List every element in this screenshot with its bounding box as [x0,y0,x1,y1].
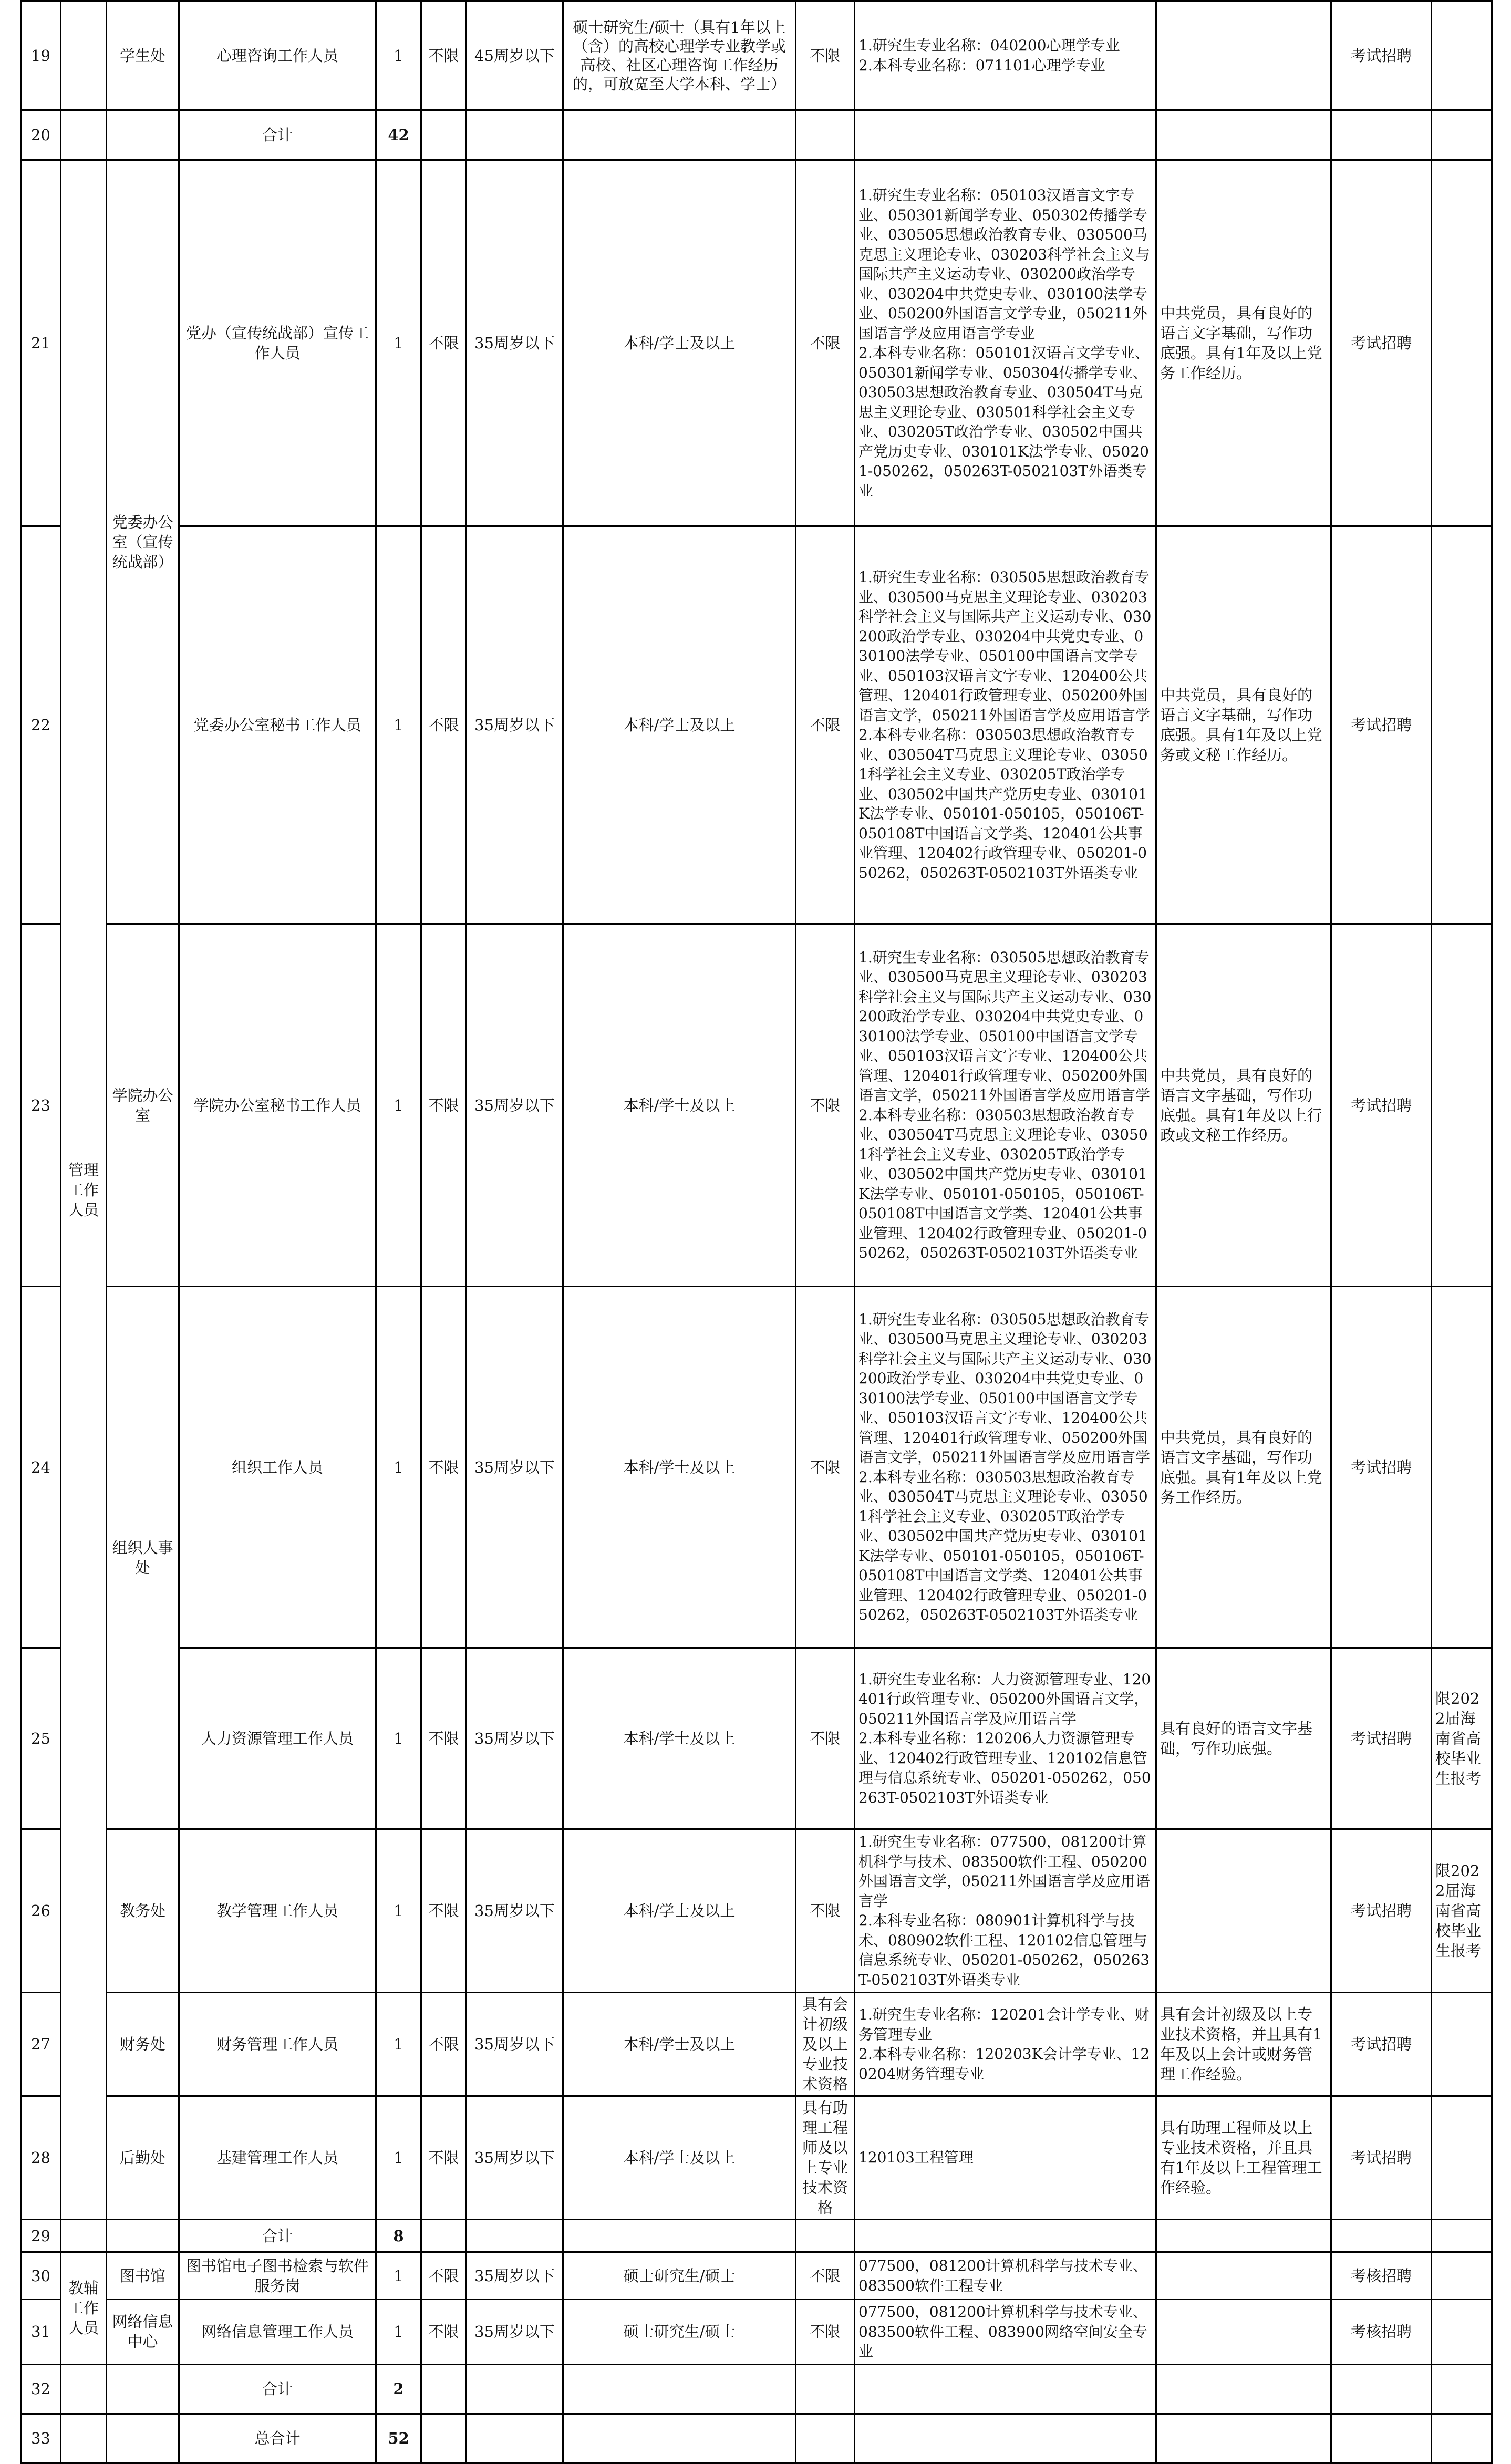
gender: 不限 [421,1,467,110]
post-name: 党办（宣传统战部）宣传工作人员 [179,160,376,526]
recruit-method: 考试招聘 [1331,1648,1432,1829]
department-cell: 后勤处 [107,2096,179,2220]
gender: 不限 [421,1287,467,1648]
department-cell: 网络信息中心 [107,2300,179,2365]
education: 本科/学士及以上 [563,924,796,1287]
row-number: 24 [21,1287,61,1648]
empty-cell [796,2364,855,2414]
empty-cell [563,2414,796,2463]
subtotal-row [21,110,1492,160]
note [1432,160,1492,526]
headcount: 1 [376,2096,421,2220]
major: 1.研究生专业名称：077500，081200计算机科学与技术、083500软件工程、050200外国语言文学，050211外国语言学及应用语言学 2.本科专业名称：080901计算机科学与技术、080902软件工程、120102信息管理与信息系统专业、050201-050262，050263T-0502103T外语类专业 [855,1829,1156,1993]
department-cell: 财务处 [107,1993,179,2096]
empty-cell [421,2364,467,2414]
total-row [21,2414,1492,2463]
row-number: 29 [21,2220,61,2252]
age-limit: 35周岁以下 [467,160,563,526]
age-limit: 35周岁以下 [467,526,563,924]
empty-cell [1432,110,1492,160]
gender: 不限 [421,160,467,526]
subtotal-label: 合计 [179,2220,376,2252]
other-requirements: 中共党员，具有良好的语言文字基础，写作功底强。具有1年及以上党务工作经历。 [1156,160,1331,526]
note [1432,526,1492,924]
note: 限2022届海南省高校毕业生报考 [1432,1829,1492,1993]
recruit-method: 考试招聘 [1331,1,1432,110]
table-row [21,1,1492,110]
empty-cell [563,2220,796,2252]
row-number: 28 [21,2096,61,2220]
title-requirement: 不限 [796,526,855,924]
recruit-method: 考试招聘 [1331,160,1432,526]
major: 1.研究生专业名称：人力资源管理专业、120401行政管理专业、050200外国语言文学，050211外国语言学及应用语言学 2.本科专业名称：120206人力资源管理专业、120402行政管理专业、120102信息管理与信息系统专业、050201-050262，050263T-0502103T外语类专业 [855,1648,1156,1829]
row-number: 30 [21,2252,61,2300]
headcount: 1 [376,1648,421,1829]
major: 077500，081200计算机科学与技术专业、083500软件工程、083900网络空间安全专业 [855,2300,1156,2365]
note [1432,1,1492,110]
other-requirements [1156,2252,1331,2300]
total-label: 总合计 [179,2414,376,2463]
row-number: 31 [21,2300,61,2365]
empty-cell [1331,2220,1432,2252]
table-row [21,1287,1492,1648]
department-cell [107,110,179,160]
other-requirements: 中共党员，具有良好的语言文字基础，写作功底强。具有1年及以上行政或文秘工作经历。 [1156,924,1331,1287]
note [1432,2252,1492,2300]
major: 1.研究生专业名称：050103汉语言文字专业、050301新闻学专业、050302传播学专业、030505思想政治教育专业、030500马克思主义理论专业、030203科学社会主义与国际共产主义运动专业、030200政治学专业、030204中共党史专业、030100法学专业、050200外国语言文学专业，050211外国语言学及应用语言学专业 2.本科专业名称：050101汉语言文学专业、050301新闻学专业、050304传播学专业、030503思想政治教育专业、030504T马克思主义理论专业、030501科学社会主义专业、030205T政治学专业、030502中国共产党历史专业、030101K法学专业、050201-050262，050263T-0502103T外语类专业 [855,160,1156,526]
note [1432,2096,1492,2220]
education: 本科/学士及以上 [563,160,796,526]
table-row [21,160,1492,526]
department-cell: 图书馆 [107,2252,179,2300]
recruit-method: 考核招聘 [1331,2252,1432,2300]
empty-cell [796,2220,855,2252]
category-cell [61,2220,107,2252]
age-limit: 35周岁以下 [467,924,563,1287]
education: 本科/学士及以上 [563,1287,796,1648]
title-requirement: 不限 [796,160,855,526]
headcount: 1 [376,1829,421,1993]
note [1432,2300,1492,2365]
empty-cell [467,110,563,160]
row-number: 19 [21,1,61,110]
empty-cell [1156,2414,1331,2463]
education: 本科/学士及以上 [563,526,796,924]
row-number: 22 [21,526,61,924]
other-requirements: 具有助理工程师及以上专业技术资格，并且具有1年及以上工程管理工作经验。 [1156,2096,1331,2220]
headcount: 1 [376,160,421,526]
major: 1.研究生专业名称：030505思想政治教育专业、030500马克思主义理论专业、030203科学社会主义与国际共产主义运动专业、030200政治学专业、030204中共党史专业、030100法学专业、050100中国语言文学专业、050103汉语言文字专业、120400公共管理、120401行政管理专业、050200外国语言文学，050211外国语言学及应用语言学 2.本科专业名称：030503思想政治教育专业、030504T马克思主义理论专业、030501科学社会主义专业、030205T政治学专业、030502中国共产党历史专业、030101K法学专业、050101-050105，050106T-050108T中国语言文学类、120401公共事业管理、120402行政管理专业、050201-050262，050263T-0502103T外语类专业 [855,924,1156,1287]
other-requirements: 具有良好的语言文字基础，写作功底强。 [1156,1648,1331,1829]
gender: 不限 [421,1829,467,1993]
headcount: 1 [376,1287,421,1648]
title-requirement: 具有会计初级及以上专业技术资格 [796,1993,855,2096]
title-requirement: 不限 [796,1648,855,1829]
other-requirements: 具有会计初级及以上专业技术资格，并且具有1年及以上会计或财务管理工作经验。 [1156,1993,1331,2096]
major: 077500，081200计算机科学与技术专业、083500软件工程专业 [855,2252,1156,2300]
headcount: 1 [376,1,421,110]
row-number: 32 [21,2364,61,2414]
empty-cell [1432,2414,1492,2463]
education: 硕士研究生/硕士 [563,2252,796,2300]
empty-cell [563,2364,796,2414]
table-row [21,1993,1492,2096]
empty-cell [855,2364,1156,2414]
headcount: 1 [376,2252,421,2300]
empty-cell [467,2220,563,2252]
department-cell: 教务处 [107,1829,179,1993]
title-requirement: 不限 [796,1829,855,1993]
row-number: 20 [21,110,61,160]
empty-cell [1432,2364,1492,2414]
recruit-method: 考试招聘 [1331,526,1432,924]
other-requirements [1156,1,1331,110]
department-party-office: 党委办公室（宣传统战部） [107,160,179,924]
empty-cell [855,2220,1156,2252]
title-requirement: 不限 [796,2252,855,2300]
other-requirements [1156,1829,1331,1993]
empty-cell [1331,110,1432,160]
subtotal-count: 2 [376,2364,421,2414]
department-cell [107,2414,179,2463]
recruit-method: 考试招聘 [1331,1993,1432,2096]
age-limit: 35周岁以下 [467,2252,563,2300]
department-cell [107,2364,179,2414]
department-cell: 学院办公室 [107,924,179,1287]
category-management: 管理工作人员 [61,160,107,2220]
empty-cell [1331,2414,1432,2463]
row-number: 23 [21,924,61,1287]
post-name: 基建管理工作人员 [179,2096,376,2220]
gender: 不限 [421,2096,467,2220]
table-row [21,1829,1492,1993]
post-name: 财务管理工作人员 [179,1993,376,2096]
category-auxiliary: 教辅工作人员 [61,2252,107,2365]
table-row [21,1648,1492,1829]
note [1432,924,1492,1287]
subtotal-row [21,2220,1492,2252]
category-cell [61,2414,107,2463]
headcount: 1 [376,526,421,924]
note: 限2022届海南省高校毕业生报考 [1432,1648,1492,1829]
title-requirement: 不限 [796,1287,855,1648]
table-row [21,526,1492,924]
category-cell [61,1,107,110]
department-cell [107,2220,179,2252]
empty-cell [855,2414,1156,2463]
age-limit: 45周岁以下 [467,1,563,110]
age-limit: 35周岁以下 [467,1287,563,1648]
table-row [21,2252,1492,2300]
recruit-method: 考试招聘 [1331,924,1432,1287]
education: 本科/学士及以上 [563,1993,796,2096]
row-number: 33 [21,2414,61,2463]
empty-cell [796,2414,855,2463]
other-requirements: 中共党员，具有良好的语言文字基础，写作功底强。具有1年及以上党务或文秘工作经历。 [1156,526,1331,924]
education: 硕士研究生/硕士（具有1年以上（含）的高校心理学专业教学或高校、社区心理咨询工作经历的，可放宽至大学本科、学士） [563,1,796,110]
subtotal-label: 合计 [179,2364,376,2414]
gender: 不限 [421,1648,467,1829]
post-name: 人力资源管理工作人员 [179,1648,376,1829]
post-name: 学院办公室秘书工作人员 [179,924,376,1287]
post-name: 组织工作人员 [179,1287,376,1648]
subtotal-label: 合计 [179,110,376,160]
subtotal-count: 8 [376,2220,421,2252]
row-number: 27 [21,1993,61,2096]
note [1432,1993,1492,2096]
empty-cell [421,110,467,160]
title-requirement: 不限 [796,924,855,1287]
age-limit: 35周岁以下 [467,2096,563,2220]
age-limit: 35周岁以下 [467,2300,563,2365]
post-name: 图书馆电子图书检索与软件服务岗 [179,2252,376,2300]
recruit-method: 考核招聘 [1331,2300,1432,2365]
age-limit: 35周岁以下 [467,1993,563,2096]
major: 1.研究生专业名称：040200心理学专业 2.本科专业名称：071101心理学专业 [855,1,1156,110]
major: 1.研究生专业名称：030505思想政治教育专业、030500马克思主义理论专业、030203科学社会主义与国际共产主义运动专业、030200政治学专业、030204中共党史专业、030100法学专业、050100中国语言文学专业、050103汉语言文字专业、120400公共管理、120401行政管理专业、050200外国语言文学，050211外国语言学及应用语言学 2.本科专业名称：030503思想政治教育专业、030504T马克思主义理论专业、030501科学社会主义专业、030205T政治学专业、030502中国共产党历史专业、030101K法学专业、050101-050105，050106T-050108T中国语言文学类、120401公共事业管理、120402行政管理专业、050201-050262，050263T-0502103T外语类专业 [855,526,1156,924]
empty-cell [563,110,796,160]
empty-cell [1156,2364,1331,2414]
empty-cell [1156,2220,1331,2252]
gender: 不限 [421,1993,467,2096]
table-row [21,2300,1492,2365]
category-cell [61,110,107,160]
education: 本科/学士及以上 [563,1648,796,1829]
title-requirement: 不限 [796,2300,855,2365]
empty-cell [796,110,855,160]
empty-cell [1331,2364,1432,2414]
major: 120103工程管理 [855,2096,1156,2220]
post-name: 党委办公室秘书工作人员 [179,526,376,924]
post-name: 教学管理工作人员 [179,1829,376,1993]
department-cell: 学生处 [107,1,179,110]
total-count: 52 [376,2414,421,2463]
empty-cell [421,2220,467,2252]
empty-cell [1156,110,1331,160]
education: 本科/学士及以上 [563,1829,796,1993]
headcount: 1 [376,2300,421,2365]
gender: 不限 [421,526,467,924]
major: 1.研究生专业名称：120201会计学专业、财务管理专业 2.本科专业名称：120203K会计学专业、120204财务管理专业 [855,1993,1156,2096]
post-name: 心理咨询工作人员 [179,1,376,110]
note [1432,1287,1492,1648]
recruitment-table [20,0,1493,2464]
gender: 不限 [421,2252,467,2300]
education: 本科/学士及以上 [563,2096,796,2220]
empty-cell [1432,2220,1492,2252]
empty-cell [421,2414,467,2463]
row-number: 26 [21,1829,61,1993]
gender: 不限 [421,2300,467,2365]
major: 1.研究生专业名称：030505思想政治教育专业、030500马克思主义理论专业、030203科学社会主义与国际共产主义运动专业、030200政治学专业、030204中共党史专业、030100法学专业、050100中国语言文学专业、050103汉语言文字专业、120400公共管理、120401行政管理专业、050200外国语言文学，050211外国语言学及应用语言学 2.本科专业名称：030503思想政治教育专业、030504T马克思主义理论专业、030501科学社会主义专业、030205T政治学专业、030502中国共产党历史专业、030101K法学专业、050101-050105，050106T-050108T中国语言文学类、120401公共事业管理、120402行政管理专业、050201-050262，050263T-0502103T外语类专业 [855,1287,1156,1648]
department-org-hr: 组织人事处 [107,1287,179,1829]
row-number: 25 [21,1648,61,1829]
other-requirements [1156,2300,1331,2365]
category-cell [61,2364,107,2414]
recruit-method: 考试招聘 [1331,1829,1432,1993]
empty-cell [467,2364,563,2414]
headcount: 1 [376,924,421,1287]
age-limit: 35周岁以下 [467,1829,563,1993]
post-name: 网络信息管理工作人员 [179,2300,376,2365]
gender: 不限 [421,924,467,1287]
headcount: 1 [376,1993,421,2096]
row-number: 21 [21,160,61,526]
age-limit: 35周岁以下 [467,1648,563,1829]
table-row [21,2096,1492,2220]
subtotal-row [21,2364,1492,2414]
recruit-method: 考试招聘 [1331,2096,1432,2220]
empty-cell [467,2414,563,2463]
recruit-method: 考试招聘 [1331,1287,1432,1648]
education: 硕士研究生/硕士 [563,2300,796,2365]
title-requirement: 不限 [796,1,855,110]
other-requirements: 中共党员，具有良好的语言文字基础，写作功底强。具有1年及以上党务工作经历。 [1156,1287,1331,1648]
table-row [21,924,1492,1287]
title-requirement: 具有助理工程师及以上专业技术资格 [796,2096,855,2220]
subtotal-count: 42 [376,110,421,160]
empty-cell [855,110,1156,160]
